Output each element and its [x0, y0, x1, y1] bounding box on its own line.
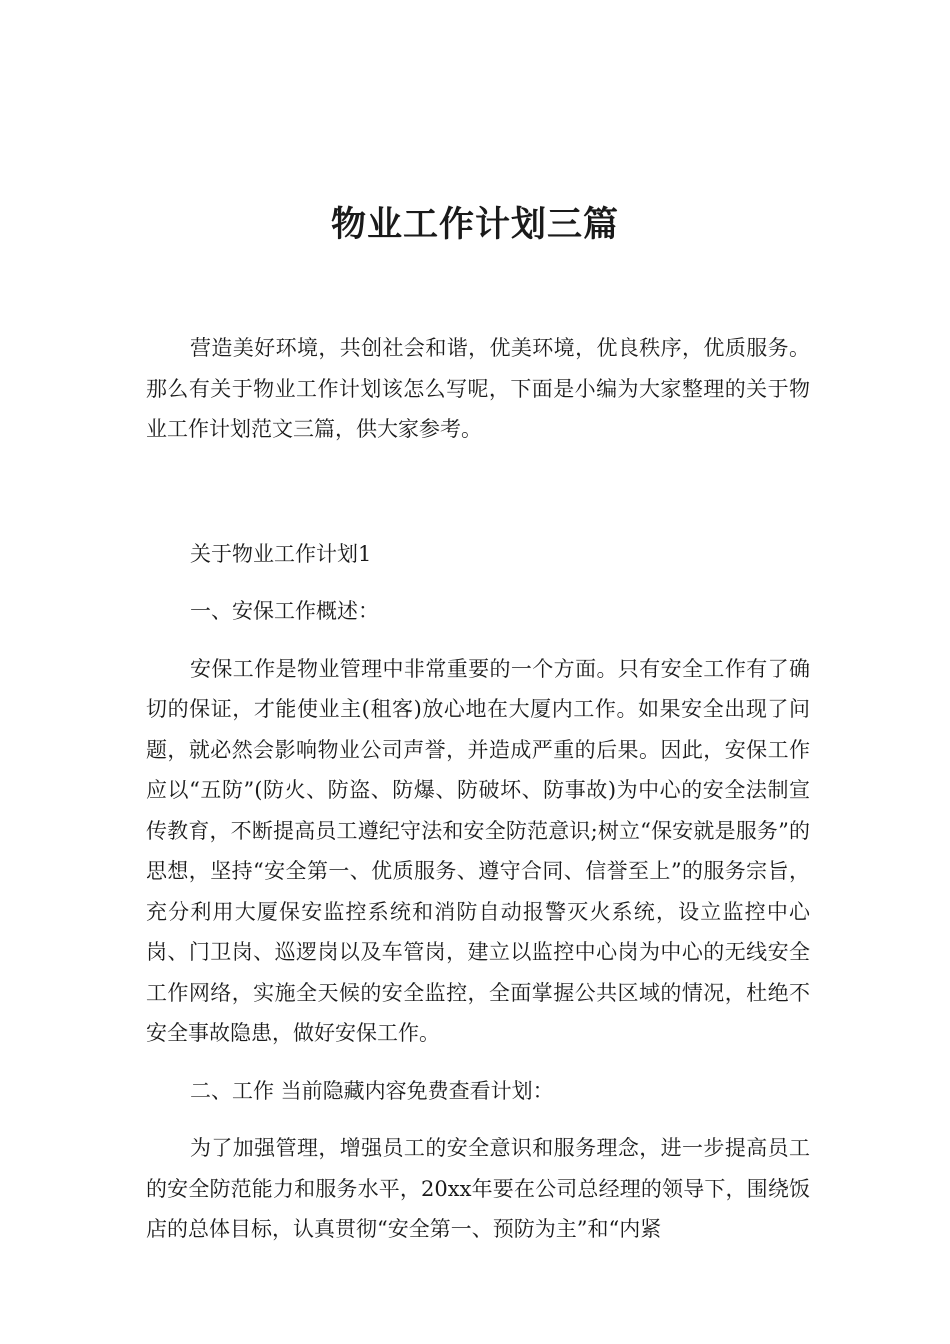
- document-body: [146, 328, 810, 1250]
- part1-heading: 一、安保工作概述：: [190, 599, 379, 623]
- intro-paragraph: 营造美好环境，共创社会和谐，优美环境，优良秩序，优质服务。那么有关于物业工作计划该怎么写呢，下面是小编为大家整理的关于物业工作计划范文三篇，供大家参考。: [146, 336, 810, 441]
- part2-paragraph: 为了加强管理，增强员工的安全意识和服务理念，进一步提高员工的安全防范能力和服务水平，20xx年要在公司总经理的领导下，围绕饭店的总体目标，认真贯彻“安全第一、预防为主”和“内紧: [146, 1136, 810, 1241]
- part1-paragraph: 安保工作是物业管理中非常重要的一个方面。只有安全工作有了确切的保证，才能使业主(租客)放心地在大厦内工作。如果安全出现了问题，就必然会影响物业公司声誉，并造成严重的后果。因此，安保工作应以“五防”(防火、防盗、防爆、防破坏、防事故)为中心的安全法制宣传教育，不断提高员工遵纪守法和安全防范意识;树立“保安就是服务”的思想，坚持“安全第一、优质服务、遵守合同、信誉至上”的服务宗旨，充分利用大厦保安监控系统和消防自动报警灭火系统，设立监控中心岗、门卫岗、巡逻岗以及车管岗，建立以监控中心岗为中心的无线安全工作网络，实施全天候的安全监控，全面掌握公共区域的情况，杜绝不安全事故隐患，做好安保工作。: [146, 656, 810, 1045]
- section-title: 关于物业工作计划1: [190, 541, 372, 566]
- part2-heading: 二、工作 当前隐藏内容免费查看计划：: [190, 1078, 554, 1103]
- document-title: 物业工作计划三篇: [330, 205, 619, 245]
